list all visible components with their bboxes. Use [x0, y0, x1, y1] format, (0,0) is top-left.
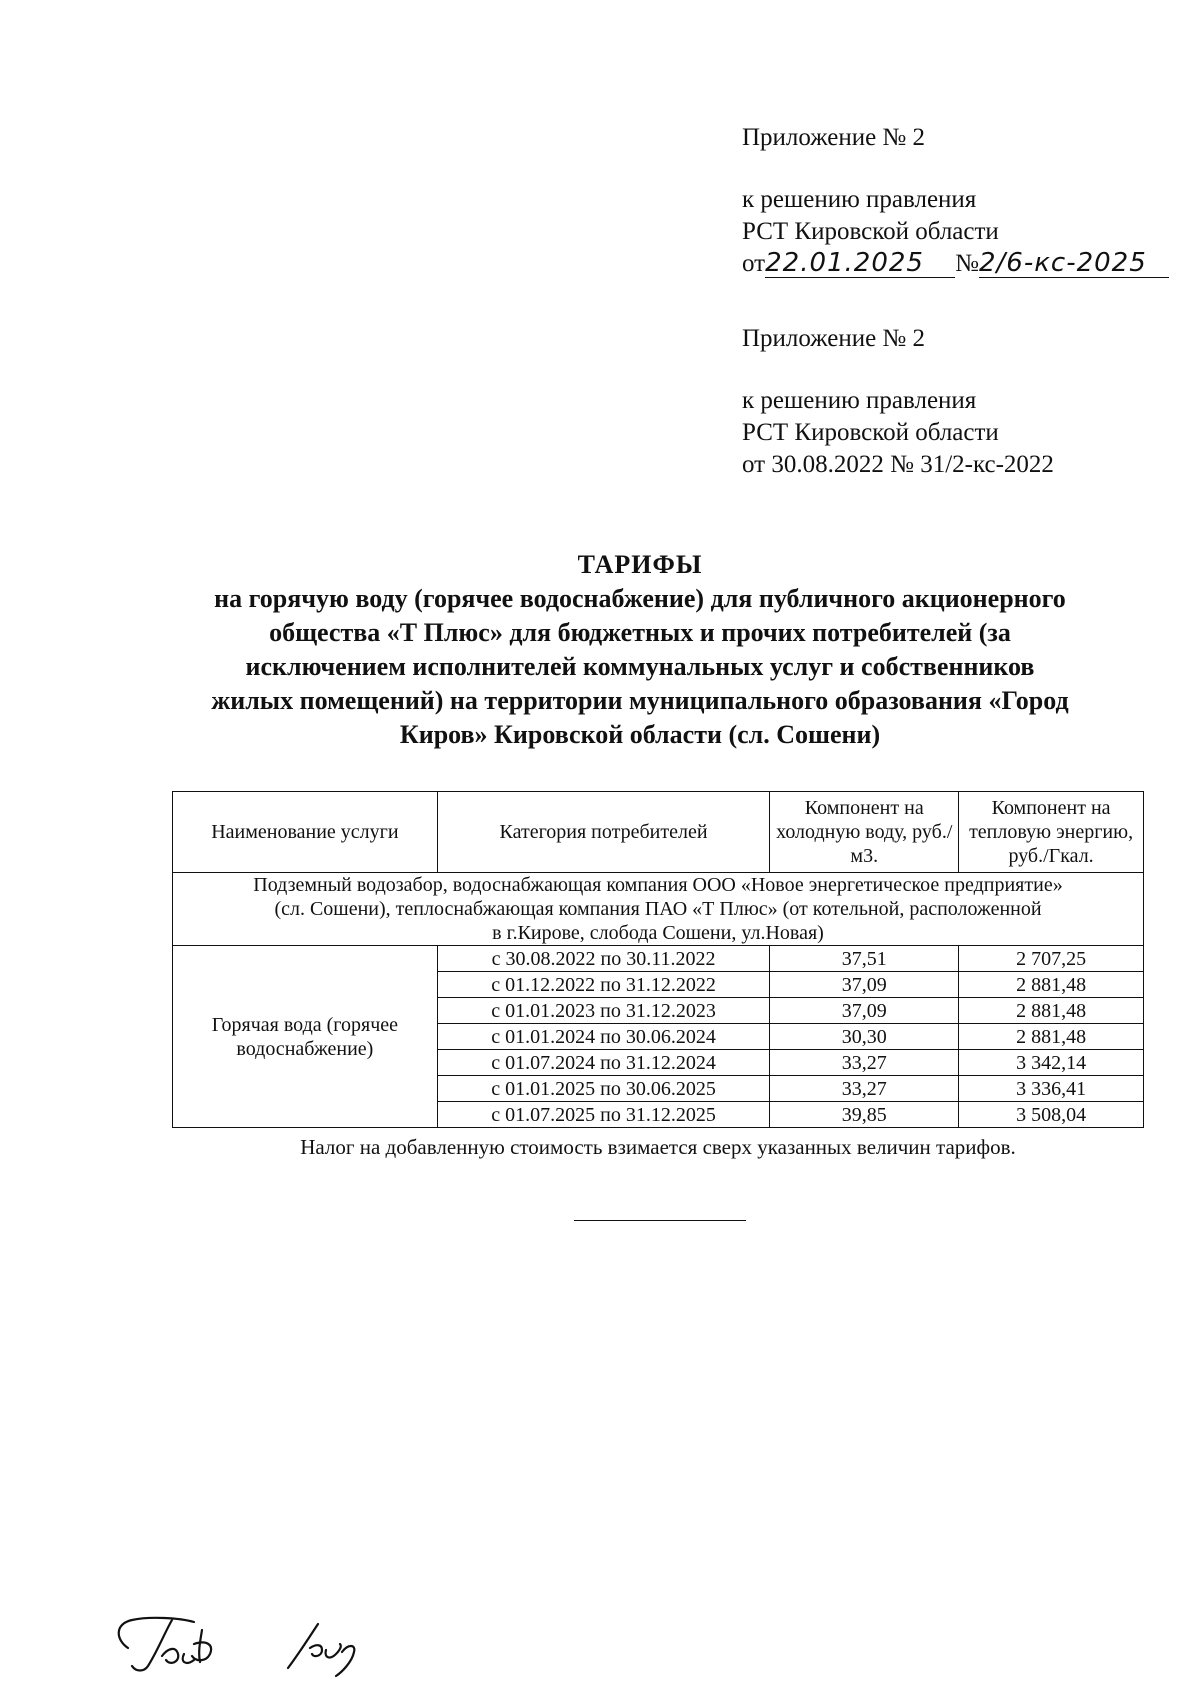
period-cell: с 01.12.2022 по 31.12.2022: [437, 972, 770, 998]
signature-mark: [288, 1624, 354, 1676]
appendix-title: Приложение № 2: [742, 124, 926, 151]
cold-water-cell: 33,27: [770, 1050, 959, 1076]
vat-note: Налог на добавленную стоимость взимается сверх указанных величин тарифов.: [300, 1135, 1016, 1159]
heat-cell: 3 336,41: [959, 1076, 1144, 1102]
heat-cell: 2 881,48: [959, 1024, 1144, 1050]
section-description: Подземный водозабор, водоснабжающая компания ООО «Новое энергетическое предприятие» (сл. Сошени), теплоснабжающая компания ПАО «Т Плюс» (от котельной, расположенной в г.Кирове, слобода Сошени, ул.Новая): [173, 873, 1144, 946]
heat-cell: 3 508,04: [959, 1102, 1144, 1128]
period-cell: с 01.01.2025 по 30.06.2025: [437, 1076, 770, 1102]
heat-cell: 3 342,14: [959, 1050, 1144, 1076]
period-cell: с 01.01.2024 по 30.06.2024: [437, 1024, 770, 1050]
period-cell: с 01.07.2025 по 31.12.2025: [437, 1102, 770, 1128]
cold-water-cell: 39,85: [770, 1102, 959, 1128]
table-header-row: [173, 792, 1144, 873]
heading-line: общества «Т Плюс» для бюджетных и прочих потребителей (за: [269, 618, 1011, 647]
period-cell: с 01.01.2023 по 31.12.2023: [437, 998, 770, 1024]
cold-water-cell: 37,09: [770, 972, 959, 998]
authority-line: РСТ Кировской области: [742, 218, 999, 245]
cold-water-cell: 37,09: [770, 998, 959, 1024]
handwritten-date: 22.01.2025: [765, 250, 955, 278]
number-prefix: №: [955, 250, 979, 277]
heading-line: жилых помещений) на территории муниципального образования «Город: [211, 686, 1069, 715]
closing-rule: [574, 1220, 746, 1221]
document-title: ТАРИФЫ: [577, 550, 703, 579]
heat-cell: 2 707,25: [959, 946, 1144, 972]
appendix-title: Приложение № 2: [742, 325, 926, 352]
date-number-line: [742, 248, 1169, 280]
cold-water-cell: 33,27: [770, 1076, 959, 1102]
document-heading: [150, 548, 1130, 752]
period-cell: с 30.08.2022 по 30.11.2022: [437, 946, 770, 972]
header-cold-water: Компонент на холодную воду, руб./м3.: [770, 792, 959, 873]
authority-line: РСТ Кировской области: [742, 419, 999, 446]
cold-water-cell: 30,30: [770, 1024, 959, 1050]
cold-water-cell: 37,51: [770, 946, 959, 972]
heading-line: на горячую воду (горячее водоснабжение) для публичного акционерного: [214, 584, 1066, 613]
header-service: Наименование услуги: [173, 792, 438, 873]
heat-cell: 2 881,48: [959, 972, 1144, 998]
tariff-table: [172, 791, 1144, 1128]
header-heat: Компонент на тепловую энергию, руб./Гкал.: [959, 792, 1144, 873]
date-prefix: от: [742, 250, 766, 277]
heat-cell: 2 881,48: [959, 998, 1144, 1024]
section-row: [173, 873, 1144, 946]
table-row: [173, 946, 1144, 972]
decision-line: к решению правления: [742, 387, 977, 414]
handwritten-signatures: [110, 1610, 390, 1680]
appendix-header-current: [742, 122, 1169, 280]
header-category: Категория потребителей: [437, 792, 770, 873]
period-cell: с 01.07.2024 по 31.12.2024: [437, 1050, 770, 1076]
service-name-cell: Горячая вода (горячее водоснабжение): [173, 946, 438, 1128]
appendix-header-previous: [742, 323, 1054, 481]
decision-line: к решению правления: [742, 186, 977, 213]
handwritten-number: 2/6-кс-2025: [979, 250, 1169, 278]
signature-mark: [119, 1618, 211, 1671]
date-number-line: от 30.08.2022 № 31/2-кс-2022: [742, 451, 1054, 478]
heading-line: исключением исполнителей коммунальных услуг и собственников: [245, 652, 1035, 681]
heading-line: Киров» Кировской области (сл. Сошени): [399, 720, 881, 749]
